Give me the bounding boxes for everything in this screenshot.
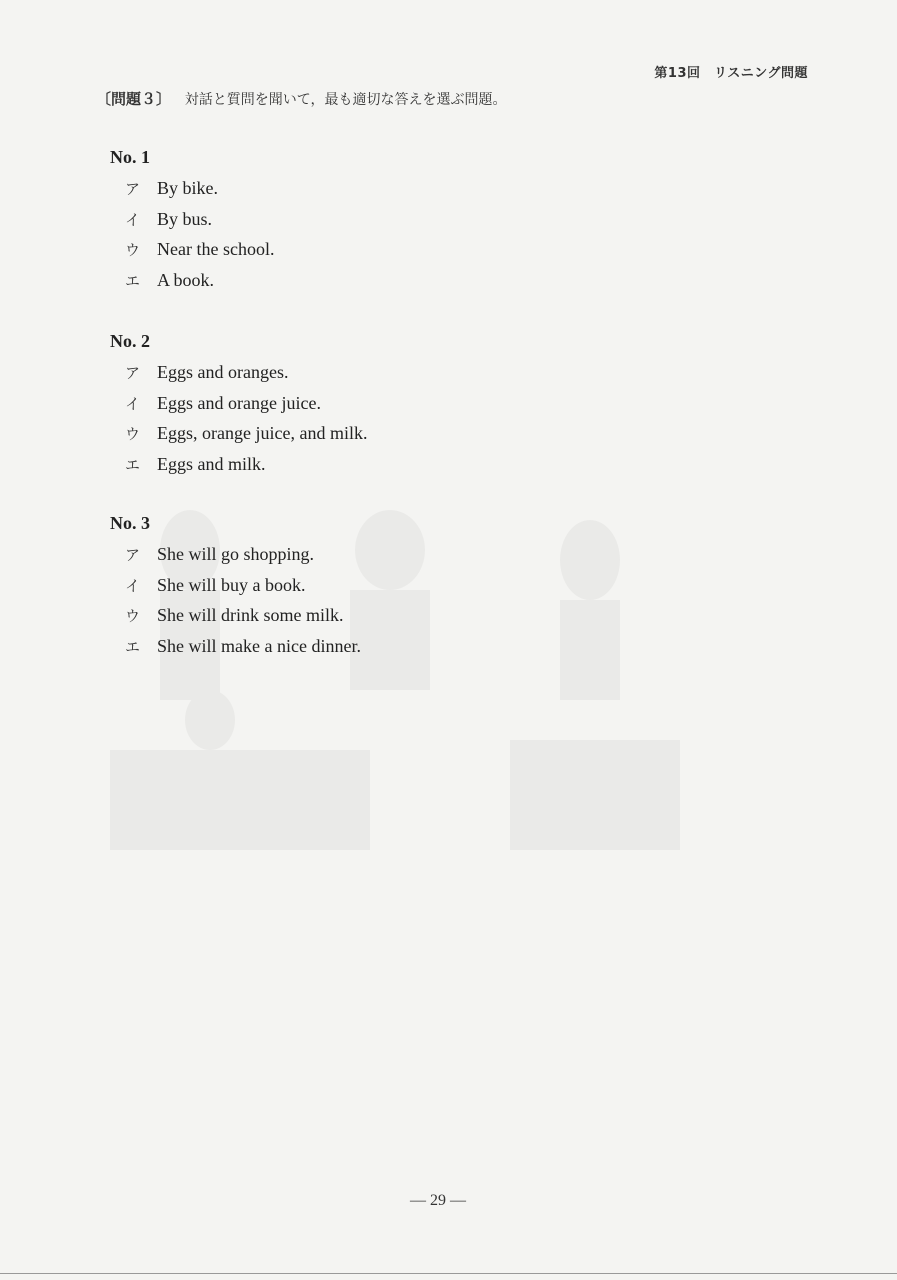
choice-a bbox=[125, 544, 361, 575]
bottom-edge-line bbox=[0, 1273, 897, 1274]
choice-text: A book. bbox=[157, 269, 215, 290]
instruction-label: 〔問題３〕 bbox=[96, 90, 172, 108]
choice-mark: イ bbox=[125, 210, 141, 229]
choice-a bbox=[125, 362, 367, 393]
choice-mark: エ bbox=[125, 455, 141, 474]
question-2 bbox=[110, 331, 367, 484]
choice-mark: エ bbox=[125, 271, 141, 290]
choice-mark: ア bbox=[125, 546, 141, 564]
choice-u bbox=[125, 423, 367, 454]
choice-text: Eggs and orange juice. bbox=[157, 392, 321, 413]
choice-text: Eggs, orange juice, and milk. bbox=[157, 423, 368, 443]
page-number: ― 29 ― bbox=[410, 1192, 466, 1209]
choice-e bbox=[125, 454, 367, 485]
choice-text: She will go shopping. bbox=[157, 544, 315, 564]
choice-text: By bus. bbox=[157, 208, 213, 229]
choice-e bbox=[125, 270, 274, 301]
page-header: 第13回 リスニング問題 bbox=[654, 66, 808, 81]
choice-text: Eggs and oranges. bbox=[157, 362, 289, 382]
choice-mark: ア bbox=[125, 180, 141, 198]
choice-text: She will make a nice dinner. bbox=[157, 635, 361, 656]
choice-mark: イ bbox=[125, 394, 141, 413]
choice-mark: ウ bbox=[125, 425, 141, 443]
choice-mark: イ bbox=[125, 576, 141, 595]
choice-mark: ウ bbox=[125, 607, 141, 625]
question-3 bbox=[110, 513, 361, 666]
choice-mark: ウ bbox=[125, 241, 141, 259]
choice-text: Eggs and milk. bbox=[157, 453, 266, 474]
choice-i bbox=[125, 209, 274, 240]
question-title: No. 3 bbox=[110, 513, 150, 533]
choice-text: Near the school. bbox=[157, 239, 275, 259]
instruction-text: 対話と質問を聞いて，最も適切な答えを選ぶ問題。 bbox=[184, 92, 507, 108]
choice-u bbox=[125, 605, 361, 636]
instruction bbox=[96, 88, 506, 109]
choice-e bbox=[125, 636, 361, 667]
choice-text: By bike. bbox=[157, 178, 218, 198]
choice-i bbox=[125, 575, 361, 606]
question-title: No. 2 bbox=[110, 331, 150, 351]
choice-i bbox=[125, 393, 367, 424]
question-1 bbox=[110, 147, 274, 300]
choice-a bbox=[125, 178, 274, 209]
choice-text: She will drink some milk. bbox=[157, 605, 344, 625]
choice-mark: ア bbox=[125, 364, 141, 382]
choice-u bbox=[125, 239, 274, 270]
choice-text: She will buy a book. bbox=[157, 574, 306, 595]
question-title: No. 1 bbox=[110, 147, 150, 167]
choice-mark: エ bbox=[125, 637, 141, 656]
